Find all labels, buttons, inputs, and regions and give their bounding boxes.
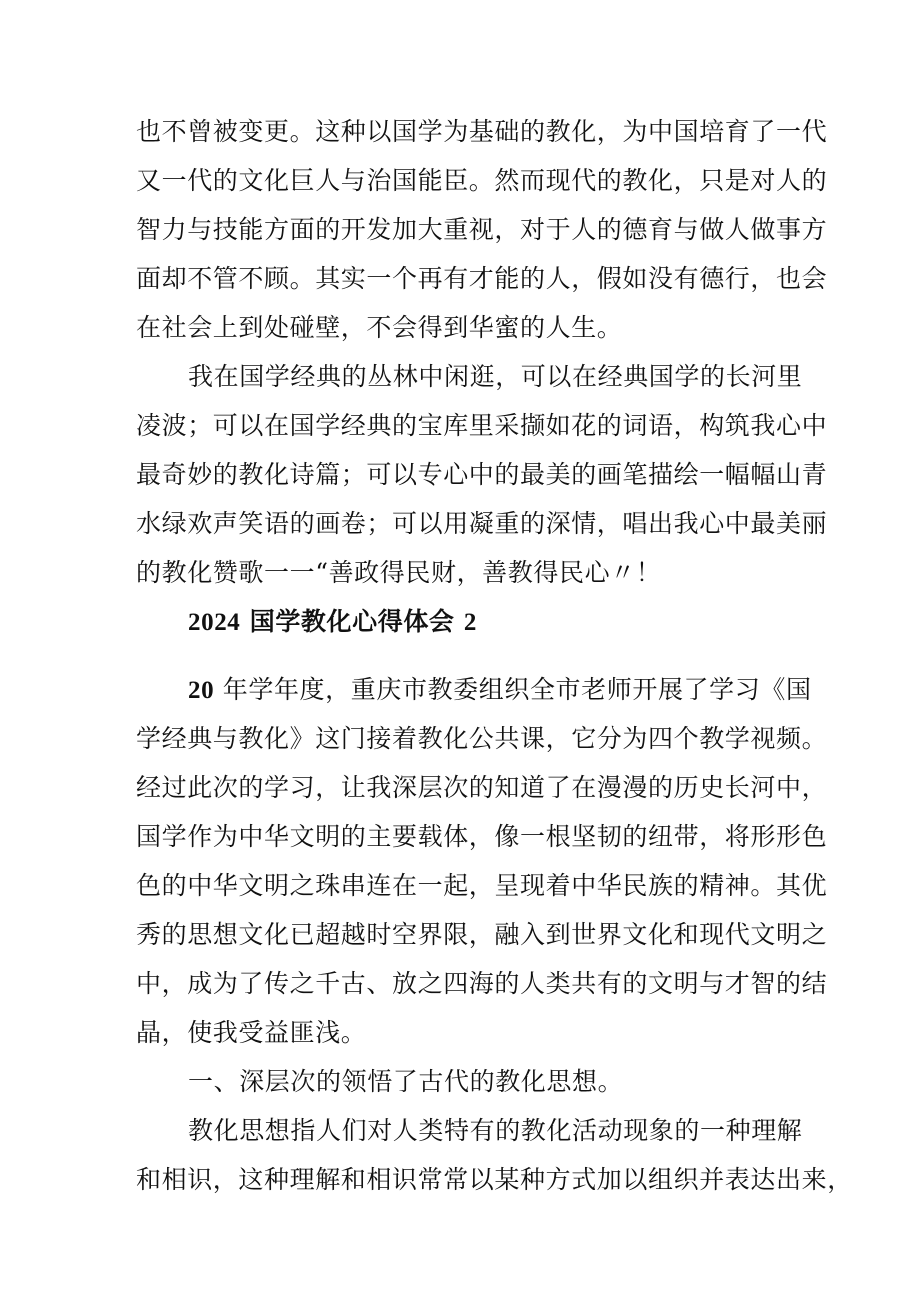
- heading-year: 2024: [188, 609, 241, 636]
- paragraph-1-line-3: 智力与技能方面的开发加大重视，对于人的德育与做人做事方: [136, 215, 828, 244]
- paragraph-1-line-2: 又一代的文化巨人与治国能臣。然而现代的教化，只是对人的: [136, 166, 828, 195]
- paragraph-2-line-2: 凌波；可以在国学经典的宝库里采撷如花的词语，构筑我心中: [136, 411, 828, 440]
- paragraph-3-line-1: [188, 674, 812, 707]
- paragraph-1-line-4: 面却不管不顾。其实一个再有才能的人，假如没有德行，也会: [136, 264, 828, 293]
- paragraph-1-line-5: 在社会上到处碰壁，不会得到华蜜的人生。: [136, 313, 623, 342]
- paragraph-4-line-1: 教化思想指人们对人类特有的教化活动现象的一种理解: [188, 1116, 803, 1145]
- paragraph-3-line-2: 学经典与教化》这门接着教化公共课，它分为四个教学视频。: [136, 724, 828, 753]
- paragraph-3-lead-number: 20: [188, 677, 215, 704]
- paragraph-2-line-1: 我在国学经典的丛林中闲逛，可以在经典国学的长河里: [188, 362, 803, 391]
- section-heading: [188, 606, 477, 639]
- paragraph-3-line-7: 中，成为了传之千古、放之四海的人类共有的文明与才智的结: [136, 969, 828, 998]
- paragraph-1-line-1: 也不曾被变更。这种以国学为基础的教化，为中国培育了一代: [136, 117, 828, 146]
- paragraph-3-line-3: 经过此次的学习，让我深层次的知道了在漫漫的历史长河中，: [136, 773, 828, 802]
- paragraph-3-line-8: 晶，使我受益匪浅。: [136, 1018, 367, 1047]
- paragraph-3-line-5: 色的中华文明之珠串连在一起，呈现着中华民族的精神。其优: [136, 871, 828, 900]
- paragraph-2-line-5: 的教化赞歌一一“善政得民财，善教得民心〃！: [136, 558, 662, 587]
- paragraph-3-line-6: 秀的思想文化已超越时空界限，融入到世界文化和现代文明之: [136, 920, 828, 949]
- section-1-title: 一、深层次的领悟了古代的教化思想。: [188, 1067, 624, 1096]
- heading-title: 国学教化心得体会: [249, 607, 455, 636]
- paragraph-4-line-2: 和相识，这种理解和相识常常以某种方式加以组织并表达出来，: [136, 1165, 853, 1194]
- paragraph-3-line-1-text: 年学年度，重庆市教委组织全市老师开展了学习《国: [222, 675, 812, 704]
- paragraph-2-line-3: 最奇妙的教化诗篇；可以专心中的最美的画笔描绘一幅幅山青: [136, 460, 828, 489]
- paragraph-2-line-4: 水绿欢声笑语的画卷；可以用凝重的深情，唱出我心中最美丽: [136, 509, 828, 538]
- heading-number: 2: [463, 609, 477, 636]
- paragraph-3-line-4: 国学作为中华文明的主要载体，像一根坚韧的纽带，将形形色: [136, 822, 828, 851]
